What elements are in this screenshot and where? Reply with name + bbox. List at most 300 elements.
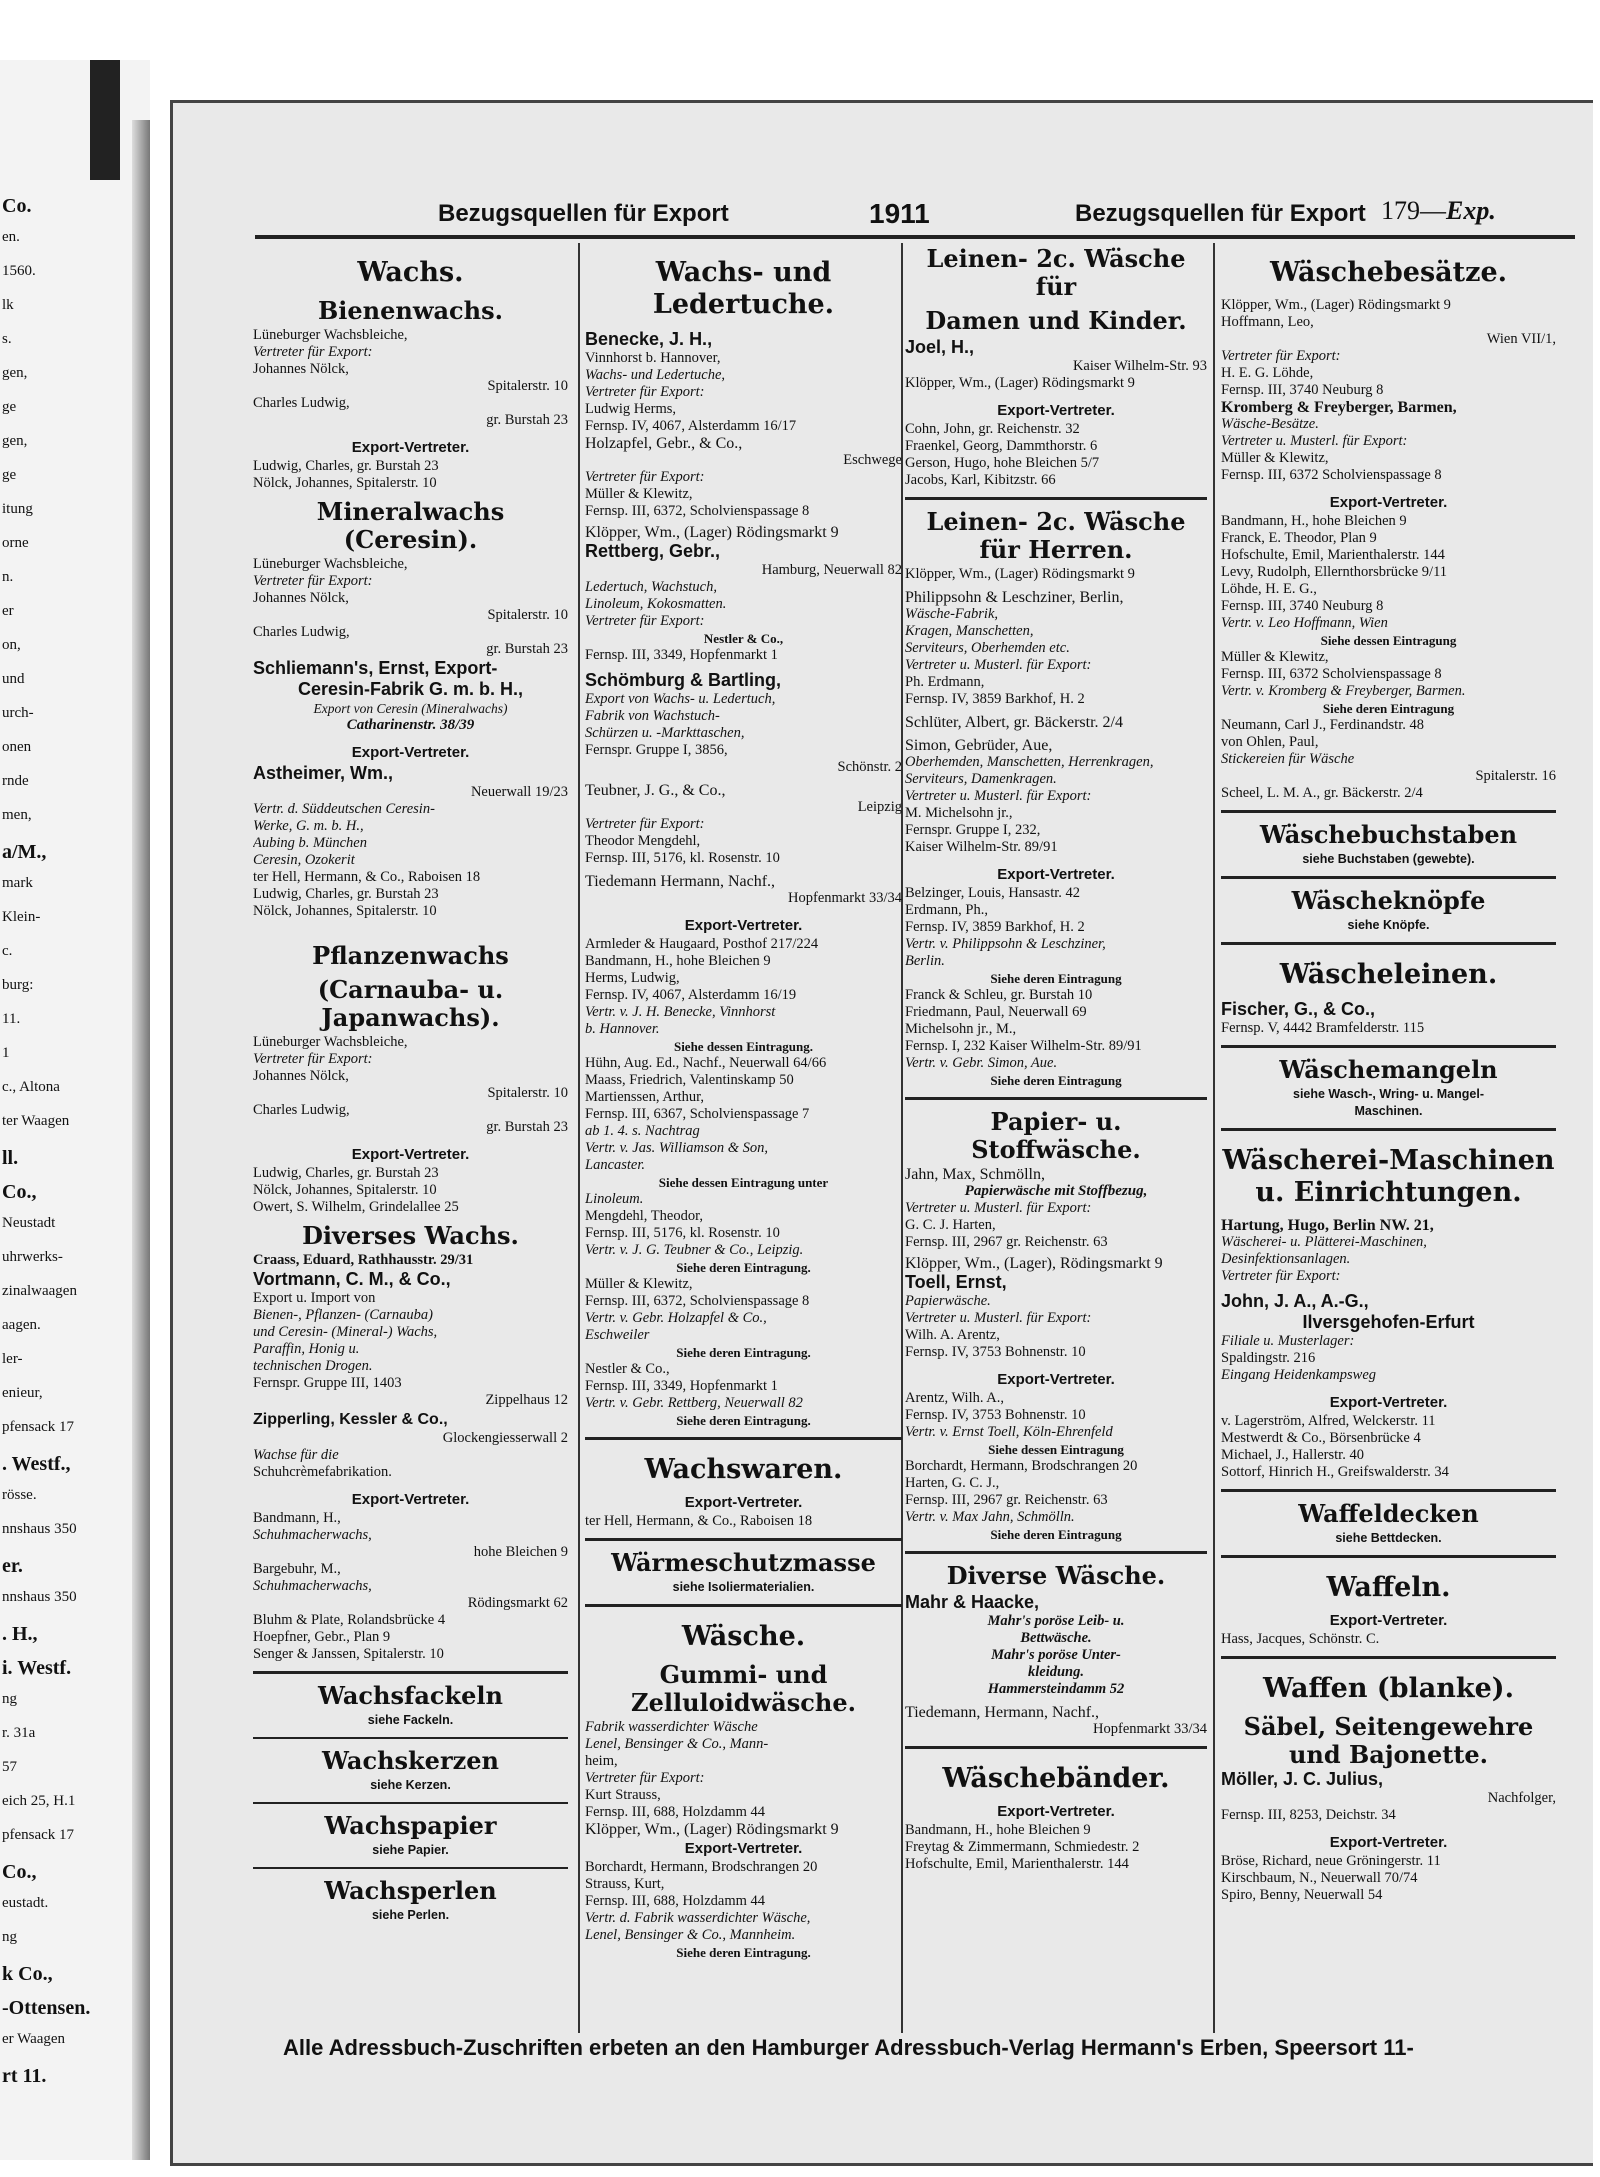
entry-line: Siehe deren Eintragung bbox=[1322, 701, 1455, 716]
header-left-title: Bezugsquellen für Export bbox=[438, 200, 729, 227]
fragment-text: n. bbox=[2, 569, 14, 585]
entry-lines bbox=[1221, 416, 1556, 484]
entry-line: Fernsp. IV, 3753 Bohnenstr. 10 bbox=[905, 1344, 1086, 1360]
entry-lines bbox=[905, 1200, 1207, 1251]
entry-line: Nölck, Johannes, Spitalerstr. 10 bbox=[253, 903, 437, 919]
entry-line: Fernsp. IV, 3753 Bohnenstr. 10 bbox=[905, 1407, 1086, 1423]
entry-line: Sottorf, Hinrich H., Greifswalderstr. 34 bbox=[1221, 1464, 1449, 1480]
entry-lines bbox=[1221, 1333, 1556, 1384]
entry-line: Ludwig Herms, bbox=[585, 401, 677, 417]
entry-line: Fernsp. III, 6367, Scholvienspassage 7 bbox=[585, 1106, 810, 1122]
entry-lines bbox=[905, 1822, 1207, 1873]
page-gutter-shadow bbox=[132, 120, 150, 2160]
entry-line: Michelsohn jr., M., bbox=[905, 1021, 1017, 1037]
firm-line: Hopfenmarkt 33/34 bbox=[1093, 1721, 1207, 1737]
fragment-text: er Waagen bbox=[2, 2031, 66, 2047]
entry-line: Bettwäsche. bbox=[1020, 1630, 1092, 1646]
entry-line: Vertreter für Export: bbox=[253, 1051, 373, 1067]
previous-page-fragment bbox=[0, 60, 150, 2160]
section-title-wachskerzen: Wachskerzen bbox=[322, 1746, 499, 1775]
fragment-text: er bbox=[2, 603, 14, 619]
entry-line: Fernsp. IV, 3859 Barkhof, H. 2 bbox=[905, 919, 1085, 935]
entry-line: Siehe dessen Eintragung bbox=[1320, 633, 1457, 648]
fragment-text: men, bbox=[2, 807, 32, 823]
entry-line: Fernspr. Gruppe III, 1403 bbox=[253, 1375, 402, 1391]
entry-lines bbox=[585, 350, 902, 435]
fragment-text: ler- bbox=[2, 1351, 23, 1367]
fragment-text: er. bbox=[2, 1555, 23, 1577]
fragment-text: orne bbox=[2, 535, 29, 551]
fragment-text: eich 25, H.1 bbox=[2, 1793, 76, 1809]
entry-line: Wäscherei- u. Plätterei-Maschinen, bbox=[1221, 1234, 1427, 1250]
firm-line: Schlüter, Albert, gr. Bäckerstr. 2/4 bbox=[905, 714, 1123, 731]
entry-line: Vertr. v. Philippsohn & Leschziner, bbox=[905, 936, 1106, 952]
entry-line: Spiro, Benny, Neuerwall 54 bbox=[1221, 1887, 1383, 1903]
entry-line: Lüneburger Wachsbleiche, bbox=[253, 327, 408, 343]
see-reference: siehe Papier. bbox=[372, 1843, 449, 1857]
entry-line: Fabrik wasserdichter Wäsche bbox=[585, 1719, 758, 1735]
entry-line: Fernsp. III, 6372 Scholvienspassage 8 bbox=[1221, 666, 1442, 682]
entry-line: Kaiser Wilhelm-Str. 89/91 bbox=[905, 839, 1058, 855]
entry-line: Fernsp. III, 688, Holzdamm 44 bbox=[585, 1804, 766, 1820]
entry-line: Siehe deren Eintragung. bbox=[676, 1345, 811, 1360]
entry-line: Vertreter für Export: bbox=[585, 384, 705, 400]
export-vertreter-heading: Export-Vertreter. bbox=[684, 1494, 803, 1511]
entry-lines bbox=[1221, 513, 1556, 802]
entry-line: Vertreter für Export: bbox=[585, 816, 705, 832]
header-rule bbox=[255, 235, 1575, 239]
entry-line: Nachfolger, bbox=[1487, 1790, 1556, 1806]
section-title-wachsfackeln: Wachsfackeln bbox=[318, 1681, 503, 1710]
fragment-text: pfensack 17 bbox=[2, 1827, 75, 1843]
entry-line: gr. Burstah 23 bbox=[486, 1119, 568, 1135]
entry-line: Belzinger, Louis, Hansastr. 42 bbox=[905, 885, 1080, 901]
entry-line: Fernspr. Gruppe I, 232, bbox=[905, 822, 1041, 838]
entry-line: Fraenkel, Georg, Dammthorstr. 6 bbox=[905, 438, 1098, 454]
fragment-text: Co. bbox=[2, 195, 32, 217]
entry-line: Fernsp. III, 3740 Neuburg 8 bbox=[1221, 598, 1384, 614]
export-vertreter-heading: Export-Vertreter. bbox=[1329, 1394, 1448, 1411]
entry-line: Kirschbaum, N., Neuerwall 70/74 bbox=[1221, 1870, 1418, 1886]
fragment-text: nnshaus 350 bbox=[2, 1521, 77, 1537]
entry-line: Wäsche-Besätze. bbox=[1221, 416, 1319, 432]
entry-lines bbox=[585, 452, 902, 520]
entry-line: Mestwerdt & Co., Börsenbrücke 4 bbox=[1221, 1430, 1421, 1446]
entry-line: Spitalerstr. 16 bbox=[1475, 768, 1556, 784]
fragment-text: zinalwaagen bbox=[2, 1283, 77, 1299]
entry-line: Wäsche-Fabrik, bbox=[905, 606, 999, 622]
entry-line: Siehe dessen Eintragung. bbox=[673, 1039, 814, 1054]
column-2 bbox=[585, 243, 902, 1961]
entry-line: Vertr. d. Süddeutschen Ceresin- bbox=[253, 801, 435, 817]
entry-line: Spaldingstr. 216 bbox=[1221, 1350, 1316, 1366]
export-vertreter-heading: Export-Vertreter. bbox=[684, 1840, 803, 1857]
entry-line: Schönstr. 2 bbox=[837, 759, 902, 775]
entry-lines bbox=[905, 1390, 1207, 1543]
fragment-text: aagen. bbox=[2, 1317, 41, 1333]
entry-line: Serviteurs, Oberhemden etc. bbox=[905, 640, 1070, 656]
entry-lines bbox=[905, 421, 1207, 489]
entry-line: Rödingsmarkt 62 bbox=[467, 1595, 568, 1611]
entry-line: Bröse, Richard, neue Gröningerstr. 11 bbox=[1221, 1853, 1441, 1869]
entry-line: Owert, S. Wilhelm, Grindelallee 25 bbox=[253, 1199, 459, 1215]
fragment-text: 1 bbox=[2, 1045, 10, 1061]
entry-lines bbox=[905, 566, 1207, 583]
firm-name: Fischer, G., & Co., bbox=[1221, 999, 1376, 1019]
firm-line: Teubner, J. G., & Co., bbox=[585, 782, 726, 799]
section-title-herren: Leinen- 2c. Wäsche für Herren. bbox=[926, 507, 1186, 564]
entry-line: Spitalerstr. 10 bbox=[487, 1085, 568, 1101]
entry-line: Siehe deren Eintragung bbox=[990, 1073, 1122, 1088]
section-title-mineralwachs: Mineralwachs (Ceresin). bbox=[316, 497, 505, 554]
entry-line: v. Lagerström, Alfred, Welckerstr. 11 bbox=[1221, 1413, 1436, 1429]
entry-line: Spitalerstr. 10 bbox=[487, 378, 568, 394]
entry-line: heim, bbox=[585, 1753, 618, 1769]
firm-line: Craass, Eduard, Rathhausstr. 29/31 bbox=[253, 1252, 474, 1268]
entry-line: Franck, E. Theodor, Plan 9 bbox=[1221, 530, 1377, 546]
firm-note: Export von Ceresin (Mineralwachs) bbox=[313, 701, 508, 716]
entry-line: Ludwig, Charles, gr. Burstah 23 bbox=[253, 458, 439, 474]
entry-line: und Ceresin- (Mineral-) Wachs, bbox=[253, 1324, 438, 1340]
entry-line: Vinnhorst b. Hannover, bbox=[585, 350, 721, 366]
entry-line: Oberhemden, Manschetten, Herrenkragen, bbox=[905, 754, 1154, 770]
export-vertreter-heading: Export-Vertreter. bbox=[351, 439, 470, 456]
fragment-text: eustadt. bbox=[2, 1895, 49, 1911]
section-rule bbox=[585, 1437, 902, 1440]
entry-line: Desinfektionsanlagen. bbox=[1221, 1251, 1351, 1267]
entry-line: Vertreter für Export: bbox=[1221, 348, 1341, 364]
entry-line: Siehe deren Eintragung. bbox=[676, 1945, 811, 1960]
entry-lines bbox=[253, 869, 568, 920]
firm-name: Mahr & Haacke, bbox=[905, 1592, 1040, 1612]
firm-name: Rettberg, Gebr., bbox=[585, 541, 721, 561]
firm-name: Zipperling, Kessler & Co., bbox=[253, 1411, 448, 1428]
entry-line: Bandmann, H., hohe Bleichen 9 bbox=[905, 1822, 1091, 1838]
entry-line: Glockengiesserwall 2 bbox=[442, 1430, 568, 1446]
entry-line: Vertr. v. Kromberg & Freyberger, Barmen. bbox=[1221, 683, 1466, 699]
entry-line: Ph. Erdmann, bbox=[905, 674, 985, 690]
entry-line: Siehe deren Eintragung. bbox=[676, 1260, 811, 1275]
fragment-text: onen bbox=[2, 739, 32, 755]
entry-line: Ceresin, Ozokerit bbox=[253, 852, 355, 868]
binding-edge bbox=[90, 60, 120, 180]
see-reference: siehe Knöpfe. bbox=[1347, 918, 1430, 932]
entry-line: Ludwig, Charles, gr. Burstah 23 bbox=[253, 1165, 439, 1181]
entry-line: Vertreter u. Musterl. für Export: bbox=[905, 1310, 1092, 1326]
entry-line: Vertr. v. Gebr. Rettberg, Neuerwall 82 bbox=[585, 1395, 803, 1411]
entry-line: Nölck, Johannes, Spitalerstr. 10 bbox=[253, 475, 437, 491]
firm-line: Fernsp. V, 4442 Bramfelderstr. 115 bbox=[1221, 1020, 1425, 1036]
entry-line: Vertreter u. Musterl. für Export: bbox=[905, 657, 1092, 673]
entry-line: Lenel, Bensinger & Co., Mann- bbox=[585, 1736, 769, 1752]
fragment-text: . Westf., bbox=[2, 1453, 71, 1475]
firm-name: Joel, H., bbox=[905, 337, 975, 357]
entry-line: Siehe dessen Eintragung bbox=[988, 1442, 1124, 1457]
entry-line: Klöpper, Wm., (Lager) Rödingsmarkt 9 bbox=[1221, 297, 1451, 313]
entry-line: H. E. G. Löhde, bbox=[1221, 365, 1314, 381]
fragment-text: enieur, bbox=[2, 1385, 43, 1401]
entry-lines bbox=[253, 458, 568, 492]
fragment-text: 57 bbox=[2, 1759, 17, 1775]
entry-line: Stickereien für Wäsche bbox=[1221, 751, 1355, 767]
entry-line: Hopfenmarkt 33/34 bbox=[788, 890, 902, 906]
entry-line: Fernsp. III, 688, Holzdamm 44 bbox=[585, 1893, 766, 1909]
entry-line: Schürzen u. -Markttaschen, bbox=[585, 725, 745, 741]
entry-line: Scheel, L. M. A., gr. Bäckerstr. 2/4 bbox=[1221, 785, 1423, 801]
entry-lines bbox=[905, 1293, 1207, 1361]
fragment-text: ge bbox=[2, 467, 17, 483]
fragment-text: ng bbox=[2, 1691, 17, 1707]
entry-line: Lenel, Bensinger & Co., Mannheim. bbox=[585, 1927, 796, 1943]
entry-line: Leipzig bbox=[857, 799, 902, 815]
fragment-text: ge bbox=[2, 399, 17, 415]
fragment-text: urch- bbox=[2, 705, 34, 721]
entry-line: Serviteurs, Damenkragen. bbox=[905, 771, 1057, 787]
entry-line: Müller & Klewitz, bbox=[585, 486, 693, 502]
fragment-text: ter Waagen bbox=[2, 1113, 70, 1129]
entry-line: Linoleum. bbox=[585, 1191, 644, 1207]
section-title-diverses-wachs: Diverses Wachs. bbox=[302, 1221, 519, 1250]
entry-lines bbox=[585, 691, 902, 776]
section-title-gummi: Gummi- und Zelluloidwäsche. bbox=[631, 1660, 856, 1717]
entry-line: G. C. J. Harten, bbox=[905, 1217, 996, 1233]
page-number: 179—Exp. bbox=[1381, 196, 1496, 225]
entry-line: Siehe dessen Eintragung unter bbox=[658, 1175, 829, 1190]
entry-line: Berlin. bbox=[905, 953, 945, 969]
entry-line: Siehe deren Eintragung bbox=[990, 1527, 1122, 1542]
fragment-text: en. bbox=[2, 229, 20, 245]
entry-line: Siehe deren Eintragung. bbox=[676, 1413, 811, 1428]
entry-line: Jacobs, Karl, Kibitzstr. 66 bbox=[905, 472, 1056, 488]
entry-line: Paraffin, Honig u. bbox=[253, 1341, 360, 1357]
footer-text: Alle Adressbuch-Zuschriften erbeten an den Hamburger Adressbuch-Verlag Hermann's Erben, Speersort 11- bbox=[283, 2035, 1414, 2060]
entry-lines bbox=[905, 885, 1207, 1089]
entry-line: Löhde, H. E. G., bbox=[1221, 581, 1317, 597]
firm-name: Vortmann, C. M., & Co., bbox=[253, 1269, 451, 1289]
entry-line: Senger & Janssen, Spitalerstr. 10 bbox=[253, 1646, 444, 1662]
section-title-waescheknoepfe: Wäscheknöpfe bbox=[1291, 886, 1486, 915]
section-rule bbox=[253, 1671, 568, 1674]
entry-line: Wien VII/1, bbox=[1486, 331, 1556, 347]
entry-line: Klöpper, Wm., (Lager) Rödingsmarkt 9 bbox=[905, 375, 1135, 391]
entry-line: Kaiser Wilhelm-Str. 93 bbox=[1072, 358, 1207, 374]
section-title-wachswaren: Wachswaren. bbox=[644, 1454, 843, 1485]
fragment-text: c. bbox=[2, 943, 13, 959]
export-vertreter-heading: Export-Vertreter. bbox=[684, 917, 803, 934]
section-rule bbox=[1221, 1128, 1556, 1131]
section-title-waeschebaender: Wäschebänder. bbox=[942, 1763, 1170, 1794]
entry-line: Zippelhaus 12 bbox=[485, 1392, 568, 1408]
entry-line: Papierwäsche. bbox=[905, 1293, 991, 1309]
entry-line: Lüneburger Wachsbleiche, bbox=[253, 1034, 408, 1050]
firm-line: Tiedemann, Hermann, Nachf., bbox=[905, 1704, 1100, 1721]
export-vertreter-heading: Export-Vertreter. bbox=[997, 402, 1115, 419]
entry-lines bbox=[1221, 1790, 1556, 1824]
export-vertreter-heading: Export-Vertreter. bbox=[1329, 1612, 1448, 1629]
entry-line: Vertreter u. Musterl. für Export: bbox=[1221, 433, 1408, 449]
entry-line: Martienssen, Arthur, bbox=[585, 1089, 705, 1105]
section-rule bbox=[585, 1604, 902, 1607]
entry-line: Fernsp. III, 8253, Deichstr. 34 bbox=[1221, 1807, 1396, 1823]
section-title-bienenwachs: Bienenwachs. bbox=[318, 296, 503, 325]
entry-line: Wachs- und Ledertuche, bbox=[585, 367, 726, 383]
entry-line: Armleder & Haugaard, Posthof 217/224 bbox=[585, 936, 819, 952]
entry-lines bbox=[253, 1430, 568, 1481]
fragment-text: s. bbox=[2, 331, 12, 347]
entry-lines bbox=[905, 754, 1207, 856]
firm-name: Toell, Ernst, bbox=[905, 1272, 1007, 1292]
entry-line: Michael, J., Hallerstr. 40 bbox=[1221, 1447, 1364, 1463]
entry-line: Vertreter für Export: bbox=[253, 573, 373, 589]
export-vertreter-heading: Export-Vertreter. bbox=[1329, 494, 1448, 511]
section-title-waffeldecken: Waffeldecken bbox=[1298, 1499, 1479, 1528]
fragment-text: . H., bbox=[2, 1623, 38, 1645]
entry-line: gr. Burstah 23 bbox=[486, 641, 568, 657]
entry-line: Bargebuhr, M., bbox=[253, 1561, 341, 1577]
entry-line: Borchardt, Hermann, Brodschrangen 20 bbox=[585, 1859, 818, 1875]
entry-line: Fernsp. I, 232 Kaiser Wilhelm-Str. 89/91 bbox=[905, 1038, 1142, 1054]
see-reference: siehe Bettdecken. bbox=[1335, 1531, 1442, 1545]
entry-line: Johannes Nölck, bbox=[253, 1068, 349, 1084]
entry-line: Vertr. v. Leo Hoffmann, Wien bbox=[1221, 615, 1388, 631]
firm-name: Schliemann's, Ernst, Export- bbox=[253, 658, 498, 678]
entry-line: Vertr. d. Fabrik wasserdichter Wäsche, bbox=[585, 1910, 811, 1926]
section-rule bbox=[905, 497, 1207, 500]
fragment-text: uhrwerks- bbox=[2, 1249, 63, 1265]
entry-line: Fernsp. III, 2967 gr. Reichenstr. 63 bbox=[905, 1492, 1108, 1508]
section-rule bbox=[1221, 1555, 1556, 1558]
firm-line: ter Hell, Hermann, & Co., Raboisen 18 bbox=[585, 1513, 813, 1529]
entry-lines bbox=[1221, 1234, 1556, 1285]
entry-line: Erdmann, Ph., bbox=[905, 902, 988, 918]
section-title-wachsperlen: Wachsperlen bbox=[324, 1876, 497, 1905]
section-title-wachs: Wachs. bbox=[357, 257, 464, 288]
entry-line: Vertreter für Export: bbox=[585, 469, 705, 485]
entry-line: Fernsp. III, 3349, Hopfenmarkt 1 bbox=[585, 647, 778, 663]
entry-line: Hammersteindamm 52 bbox=[987, 1681, 1125, 1697]
entry-line: Spitalerstr. 10 bbox=[487, 607, 568, 623]
page-header bbox=[173, 103, 1593, 235]
section-title-wachspapier: Wachspapier bbox=[324, 1811, 497, 1840]
entry-line: Müller & Klewitz, bbox=[1221, 450, 1329, 466]
firm-line: Klöpper, Wm., (Lager) Rödingsmarkt 9 bbox=[585, 1821, 839, 1838]
entry-line: Fernsp. IV, 3859 Barkhof, H. 2 bbox=[905, 691, 1085, 707]
fragment-text: Klein- bbox=[2, 909, 41, 925]
fragment-text: mark bbox=[2, 875, 33, 891]
entry-line: Eingang Heidenkampsweg bbox=[1221, 1367, 1377, 1383]
entry-lines bbox=[585, 1719, 902, 1821]
fragment-text: c., Altona bbox=[2, 1079, 60, 1095]
entry-line: Theodor Mengdehl, bbox=[585, 833, 701, 849]
section-rule bbox=[905, 1097, 1207, 1100]
section-rule bbox=[585, 1538, 902, 1541]
section-rule bbox=[1221, 1489, 1556, 1492]
export-vertreter-heading: Export-Vertreter. bbox=[351, 744, 470, 761]
entry-line: Friedmann, Paul, Neuerwall 69 bbox=[905, 1004, 1087, 1020]
entry-line: Mahr's poröse Leib- u. bbox=[987, 1613, 1125, 1629]
entry-line: Vertr. v. Gebr. Simon, Aue. bbox=[905, 1055, 1058, 1071]
section-title-pflanzenwachs: Pflanzenwachs bbox=[312, 941, 509, 970]
entry-line: Wachse für die bbox=[253, 1447, 339, 1463]
entry-line: Ledertuch, Wachstuch, bbox=[585, 579, 717, 595]
entry-line: Fernsp. III, 3349, Hopfenmarkt 1 bbox=[585, 1378, 778, 1394]
firm-name: Astheimer, Wm., bbox=[253, 763, 394, 783]
fragment-text: ng bbox=[2, 1929, 17, 1945]
section-rule bbox=[253, 1802, 568, 1804]
fragment-text: i. Westf. bbox=[2, 1657, 72, 1679]
entry-line: Vertr. v. Ernst Toell, Köln-Ehrenfeld bbox=[905, 1424, 1113, 1440]
entry-line: Wilh. A. Arentz, bbox=[905, 1327, 1000, 1343]
entry-line: Fernsp. III, 6372, Scholvienspassage 8 bbox=[585, 1293, 810, 1309]
entry-lines bbox=[253, 784, 568, 869]
entry-line: kleidung. bbox=[1028, 1664, 1084, 1680]
entry-lines bbox=[253, 1165, 568, 1216]
section-rule bbox=[905, 1746, 1207, 1749]
entry-line: Fabrik von Wachstuch- bbox=[585, 708, 720, 724]
fragment-text: on, bbox=[2, 637, 21, 653]
fragment-text: itung bbox=[2, 501, 33, 517]
entry-lines bbox=[1221, 1413, 1556, 1481]
section-title-waffeln: Waffeln. bbox=[1326, 1572, 1451, 1603]
section-subtitle-saebel: Säbel, Seitengewehre bbox=[1243, 1712, 1534, 1741]
entry-line: Franck & Schleu, gr. Burstah 10 bbox=[905, 987, 1093, 1003]
fragment-text: 11. bbox=[2, 1011, 21, 1027]
see-reference: siehe Kerzen. bbox=[370, 1778, 451, 1792]
entry-line: Vertr. v. Jas. Williamson & Son, bbox=[585, 1140, 768, 1156]
entry-line: Borchardt, Hermann, Brodschrangen 20 bbox=[905, 1458, 1138, 1474]
entry-line: Fernsp. III, 6372 Scholvienspassage 8 bbox=[1221, 467, 1442, 483]
entry-line: Schuhmacherwachs, bbox=[253, 1527, 372, 1543]
entry-lines bbox=[253, 556, 568, 658]
entry-line: Charles Ludwig, bbox=[253, 624, 350, 640]
section-title-waeschebuchstaben: Wäschebuchstaben bbox=[1259, 820, 1518, 849]
entry-line: Vertreter u. Musterl. für Export: bbox=[905, 788, 1092, 804]
fragment-text: ll. bbox=[2, 1147, 19, 1169]
entry-line: Maass, Friedrich, Valentinskamp 50 bbox=[585, 1072, 794, 1088]
section-title-waffen: Waffen (blanke). bbox=[1263, 1673, 1514, 1704]
fragment-text: rnde bbox=[2, 773, 29, 789]
section-rule bbox=[1221, 942, 1556, 945]
entry-line: hohe Bleichen 9 bbox=[473, 1544, 568, 1560]
section-title-einrichtungen: u. Einrichtungen. bbox=[1255, 1177, 1522, 1208]
entry-line: Freytag & Zimmermann, Schmiedestr. 2 bbox=[905, 1839, 1140, 1855]
entry-lines bbox=[253, 1290, 568, 1409]
entry-line: Müller & Klewitz, bbox=[585, 1276, 693, 1292]
entry-line: Vertreter für Export: bbox=[585, 1770, 705, 1786]
entry-line: Vertreter für Export: bbox=[1221, 1268, 1341, 1284]
entry-line: Fernsp. III, 3740 Neuburg 8 bbox=[1221, 382, 1384, 398]
fragment-text: Co., bbox=[2, 1861, 37, 1883]
entry-line: M. Michelsohn jr., bbox=[905, 805, 1013, 821]
section-title-waeschemangeln: Wäschemangeln bbox=[1279, 1055, 1498, 1084]
section-title-waermeschutzmasse: Wärmeschutzmasse bbox=[611, 1548, 876, 1577]
firm-line: Kromberg & Freyberger, Barmen, bbox=[1221, 399, 1457, 416]
firm-line: Philippsohn & Leschziner, Berlin, bbox=[905, 589, 1124, 606]
entry-line: Mengdehl, Theodor, bbox=[585, 1208, 703, 1224]
section-title-damen: Leinen- 2c. Wäsche für bbox=[926, 244, 1186, 301]
entry-line: Gerson, Hugo, hohe Bleichen 5/7 bbox=[905, 455, 1100, 471]
see-reference: siehe Perlen. bbox=[371, 1908, 450, 1922]
section-title-damen-2: Damen und Kinder. bbox=[925, 306, 1187, 335]
fragment-text: gen, bbox=[2, 365, 28, 381]
section-rule bbox=[253, 1867, 568, 1869]
entry-line: Eschwege bbox=[843, 452, 902, 468]
entry-line: Bandmann, H., bbox=[253, 1510, 341, 1526]
entry-line: Nölck, Johannes, Spitalerstr. 10 bbox=[253, 1182, 437, 1198]
entry-line: Cohn, John, gr. Reichenstr. 32 bbox=[905, 421, 1080, 437]
firm-name: Möller, J. C. Julius, bbox=[1221, 1769, 1384, 1789]
fragment-text: a/M., bbox=[2, 841, 47, 863]
